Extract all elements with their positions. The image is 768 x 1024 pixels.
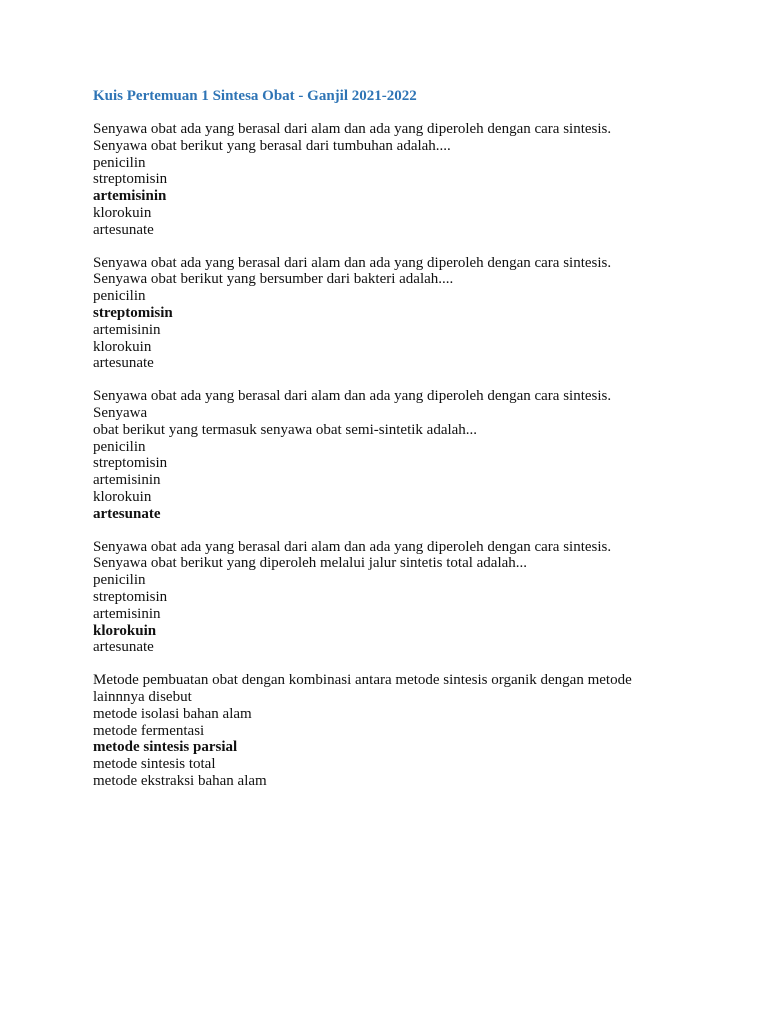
answer-option: metode isolasi bahan alam — [93, 705, 252, 722]
answer-option-correct: artesunate — [93, 505, 161, 522]
question-stem-line: lainnnya disebut — [93, 688, 192, 705]
question-stem-line: Senyawa obat ada yang berasal dari alam dan ada yang diperoleh dengan cara sintesis. — [93, 538, 612, 555]
answer-option-correct: klorokuin — [93, 622, 157, 639]
answer-option: streptomisin — [93, 455, 168, 472]
answer-option: artemisinin — [93, 321, 161, 338]
question-stem-line: Senyawa obat ada yang berasal dari alam dan ada yang diperoleh dengan cara sintesis. — [93, 254, 612, 271]
answer-option-correct: metode sintesis parsial — [93, 739, 238, 756]
answer-option: klorokuin — [93, 488, 152, 505]
question-stem-line: Senyawa obat ada yang berasal dari alam dan ada yang diperoleh dengan cara sintesis. — [93, 388, 612, 405]
question-block — [93, 388, 693, 522]
answer-option: artesunate — [93, 639, 154, 656]
question-list — [93, 121, 693, 790]
document-content — [93, 87, 693, 806]
answer-option: metode fermentasi — [93, 722, 205, 739]
answer-option: penicilin — [93, 572, 146, 589]
question-stem-line: Senyawa obat berikut yang berasal dari tumbuhan adalah.... — [93, 137, 451, 154]
question-stem-line: Senyawa obat ada yang berasal dari alam dan ada yang diperoleh dengan cara sintesis. — [93, 121, 612, 137]
question-stem-line: Senyawa obat berikut yang bersumber dari bakteri adalah.... — [93, 271, 454, 288]
answer-option: penicilin — [93, 288, 146, 305]
answer-option: streptomisin — [93, 171, 168, 188]
answer-option: metode sintesis total — [93, 756, 216, 773]
answer-option: klorokuin — [93, 204, 152, 221]
answer-option: artemisinin — [93, 605, 161, 622]
question-stem-line: Metode pembuatan obat dengan kombinasi antara metode sintesis organik dengan metode — [93, 672, 632, 689]
answer-option: artemisinin — [93, 472, 161, 489]
answer-option: penicilin — [93, 154, 146, 171]
answer-option: penicilin — [93, 438, 146, 455]
answer-option: metode ekstraksi bahan alam — [93, 772, 267, 789]
question-block — [93, 255, 693, 373]
question-block — [93, 539, 693, 657]
question-stem-line: Senyawa — [93, 404, 148, 421]
document-title: Kuis Pertemuan 1 Sintesa Obat - Ganjil 2021-2022 — [93, 88, 417, 104]
answer-option: artesunate — [93, 221, 154, 238]
question-block — [93, 121, 693, 239]
question-block — [93, 672, 693, 790]
answer-option-correct: artemisinin — [93, 188, 167, 205]
answer-option: streptomisin — [93, 588, 168, 605]
answer-option-correct: streptomisin — [93, 304, 173, 321]
question-stem-line: obat berikut yang termasuk senyawa obat semi-sintetik adalah... — [93, 421, 478, 438]
question-stem-line: Senyawa obat berikut yang diperoleh melalui jalur sintetis total adalah... — [93, 555, 528, 572]
answer-option: klorokuin — [93, 338, 152, 355]
answer-option: artesunate — [93, 355, 154, 372]
